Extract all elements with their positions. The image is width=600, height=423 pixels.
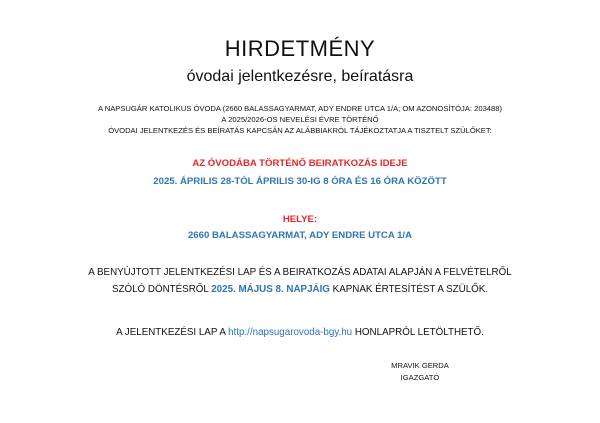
intro-line-1: A NAPSUGÁR KATOLIKUS ÓVODA (2660 BALASSAGYARMAT, ADY ENDRE UTCA 1/A; OM AZONOSÍTÓJA: 203488) — [97, 104, 502, 113]
place-heading: HELYE: — [282, 214, 318, 225]
download-prefix: A JELENTKEZÉSI LAP A — [116, 327, 226, 338]
decision-deadline: 2025. MÁJUS 8. NAPJÁIG — [211, 284, 330, 295]
download-line — [0, 327, 600, 338]
decision-line-1: A BENYÚJTOTT JELENTKEZÉSI LAP ÉS A BEIRATKOZÁS ADATAI ALAPJÁN A FELVÉTELRŐL — [88, 267, 512, 278]
place-address: 2660 BALASSAGYARMAT, ADY ENDRE UTCA 1/A — [187, 230, 413, 241]
website-link[interactable]: http://napsugarovoda-bgy.hu — [228, 327, 353, 338]
decision-prefix: SZÓLÓ DÖNTÉSRŐL — [111, 284, 209, 295]
enrollment-dates: 2025. ÁPRILIS 28-TÓL ÁPRILIS 30-IG 8 ÓRA ÉS 16 ÓRA KÖZÖTT — [153, 176, 447, 187]
intro-line-2: A 2025/2026-OS NEVELÉSI ÉVRE TÖRTÉNŐ — [221, 115, 379, 124]
signature-role: IGAZGATÓ — [400, 373, 440, 382]
page-subtitle: óvodai jelentkezésre, beíratásra — [186, 68, 414, 85]
download-suffix: HONLAPRÓL LETÖLTHETŐ. — [354, 327, 484, 338]
enrollment-heading: AZ ÓVODÁBA TÖRTÉNŐ BEIRATKOZÁS IDEJE — [192, 158, 408, 169]
signature-name: MRAVIK GERDA — [391, 361, 449, 370]
page-title: HIRDETMÉNY — [224, 36, 376, 61]
decision-suffix: KAPNAK ÉRTESÍTÉST A SZÜLŐK. — [332, 284, 489, 295]
intro-line-3: ÓVODAI JELENTKEZÉS ÉS BEÍRATÁS KAPCSÁN AZ ALÁBBIAKRÓL TÁJÉKOZTATJA A TISZTELT SZÜLŐKET: — [108, 126, 492, 135]
decision-line-2 — [0, 284, 600, 295]
